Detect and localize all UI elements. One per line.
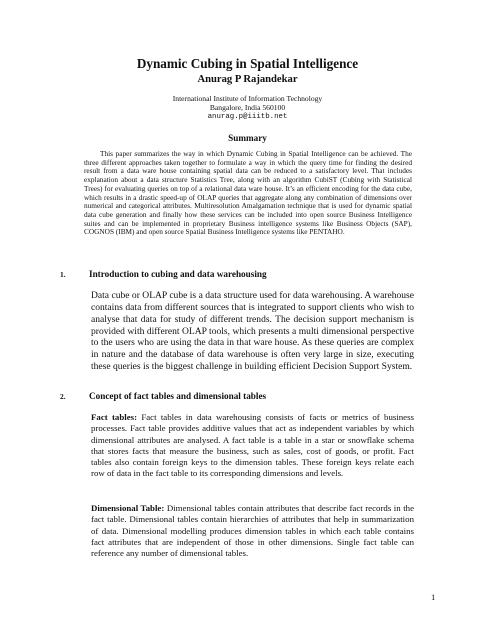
paper-title: Dynamic Cubing in Spatial Intelligence [136,56,359,71]
dimensional-table-term: Dimensional Table: [91,503,165,513]
fact-tables-text: Fact tables in data warehousing consists of facts or metrics of business processes. Fact table provides additive values that act as independent variables by which dimensional attributes are analysed. A fact table is a table in a star or snowflake schema that stores facts that measure the business, such as sales, cost of goods, or profit. Fact tables also contain foreign keys to the dimension tables. These foreign keys relate each row of data in the fact table to its corresponding dimensions and levels. [91,412,414,479]
section-2-number: 2. [60,392,66,401]
summary-heading: Summary [228,133,267,143]
affiliation-line-2: Bangalore, India 560100 [209,103,286,113]
summary-text: This paper summarizes the way in which Dynamic Cubing in Spatial Intelligence can be achieved. The three different approaches taken together to formulate a way in which the query time for finding the desired result from a data ware house containing spatial data can be reduced to a satisfactory level. That includes explanation about a data structure Statistics Tree, along with an algorithm CubiST (Cubing with Statistical Trees) for evaluating queries on top of a relational data ware house. It’s an efficient encoding for the data cube, which results in a drastic speed-up of OLAP queries that aggregate along any combination of dimensions over numerical and categorical attributes. Multiresolution Amalgamation technique that is used for dynamic spatial data cube generation and finally how these services can be included into open source Business Intelligence suites and can be implemented in proprietary Business intelligence systems like Business Objects (SAP), COGNOS (IBM) and open source Spatial Business Intelligence systems like PENTAHO. [84,149,412,237]
page-number: 1 [431,592,436,602]
section-1-heading [60,269,267,279]
fact-tables-term: Fact tables: [91,412,138,422]
author-email: anurag.p@iiitb.net [207,113,288,121]
author-name: Anurag P Rajandekar [197,74,298,85]
section-1-number: 1. [60,270,66,279]
author-affiliation [0,94,495,113]
section-1-title: Introduction to cubing and data warehousing [89,269,267,279]
section-2-heading [60,391,266,401]
dimensional-table-text: Dimensional tables contain attributes that describe fact records in the fact table. Dimensional tables contain hierarchies of attributes that help in summarization of data. Dimensional modelling produces dimension tables in which each table contains fact attributes that are independent of those in other dimensions. Single fact table can reference any number of dimensional tables. [91,503,414,559]
affiliation-line-1: International Institute of Information Technology [172,94,323,103]
fact-tables-paragraph [91,412,414,480]
section-2-title: Concept of fact tables and dimensional tables [89,391,267,401]
dimensional-table-paragraph [91,503,414,559]
section-1-paragraph: Data cube or OLAP cube is a data structure used for data warehousing. A warehouse contains data from different sources that is integrated to support clients who wish to analyse that data for study of different trends. The decision support mechanism is provided with different OLAP tools, which presents a multi dimensional perspective to the users who are using the data in that ware house. As these queries are complex in nature and the database of data warehouse is often very large in size, executing these queries is the biggest challenge in building efficient Decision Support System. [91,290,414,373]
